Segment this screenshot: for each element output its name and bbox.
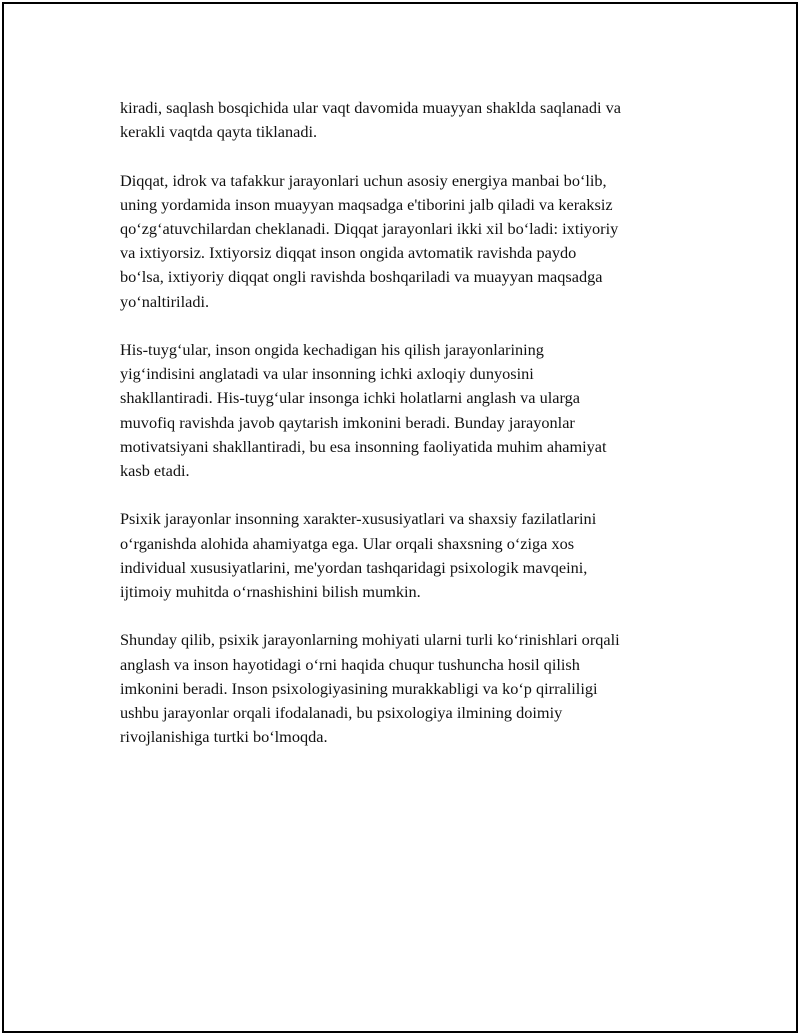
text-line: oʻrganishda alohida ahamiyatga ega. Ular orqali shaxsning oʻziga xos bbox=[120, 533, 575, 553]
paragraph-personality bbox=[120, 507, 700, 604]
text-line: kerakli vaqtda qayta tiklanadi. bbox=[120, 122, 318, 142]
paragraph-emotions bbox=[120, 338, 700, 483]
text-line: Shunday qilib, psixik jarayonlarning mohiyati ularni turli koʻrinishlari orqali bbox=[120, 630, 620, 650]
text-line: muvofiq ravishda javob qaytarish imkonini beradi. Bunday jarayonlar bbox=[120, 412, 575, 432]
text-line: ushbu jarayonlar orqali ifodalanadi, bu psixologiya ilmining doimiy bbox=[120, 703, 563, 723]
text-line: kasb etadi. bbox=[120, 461, 190, 481]
paragraph-memory-storage bbox=[120, 96, 700, 144]
text-line: shakllantiradi. His-tuygʻular insonga ichki holatlarni anglash va ularga bbox=[120, 388, 580, 408]
text-line: anglash va inson hayotidagi oʻrni haqida chuqur tushuncha hosil qilish bbox=[120, 654, 580, 674]
text-line: yigʻindisini anglatadi va ular insonning ichki axloqiy dunyosini bbox=[120, 364, 534, 384]
text-line: ijtimoiy muhitda oʻrnashishini bilish mumkin. bbox=[120, 582, 421, 602]
text-line: imkonini beradi. Inson psixologiyasining murakkabligi va koʻp qirraliligi bbox=[120, 678, 598, 698]
text-line: individual xususiyatlarini, me'yordan tashqaridagi psixologik mavqeini, bbox=[120, 557, 588, 577]
text-line: va ixtiyorsiz. Ixtiyorsiz diqqat inson ongida avtomatik ravishda paydo bbox=[120, 243, 577, 263]
text-line: uning yordamida inson muayyan maqsadga e'tiborini jalb qiladi va keraksiz bbox=[120, 194, 613, 214]
text-line: yoʻnaltiriladi. bbox=[120, 291, 210, 311]
text-line: qoʻzgʻatuvchilardan cheklanadi. Diqqat jarayonlari ikki xil boʻladi: ixtiyoriy bbox=[120, 219, 619, 238]
text-line: boʻlsa, ixtiyoriy diqqat ongli ravishda boshqariladi va muayyan maqsadga bbox=[120, 267, 603, 287]
text-line: Diqqat, idrok va tafakkur jarayonlari uchun asosiy energiya manbai boʻlib, bbox=[120, 170, 607, 190]
text-line: Psixik jarayonlar insonning xarakter-xususiyatlari va shaxsiy fazilatlarini bbox=[120, 509, 597, 529]
text-line: rivojlanishiga turtki boʻlmoqda. bbox=[120, 727, 328, 747]
text-line: motivatsiyani shakllantiradi, bu esa insonning faoliyatida muhim ahamiyat bbox=[120, 436, 607, 456]
text-line: His-tuygʻular, inson ongida kechadigan his qilish jarayonlarining bbox=[120, 340, 544, 359]
paragraph-conclusion bbox=[120, 628, 700, 749]
document-body bbox=[120, 96, 700, 774]
text-line: kiradi, saqlash bosqichida ular vaqt davomida muayyan shaklda saqlanadi va bbox=[120, 98, 621, 117]
paragraph-attention bbox=[120, 169, 700, 314]
page-frame bbox=[2, 2, 798, 1033]
